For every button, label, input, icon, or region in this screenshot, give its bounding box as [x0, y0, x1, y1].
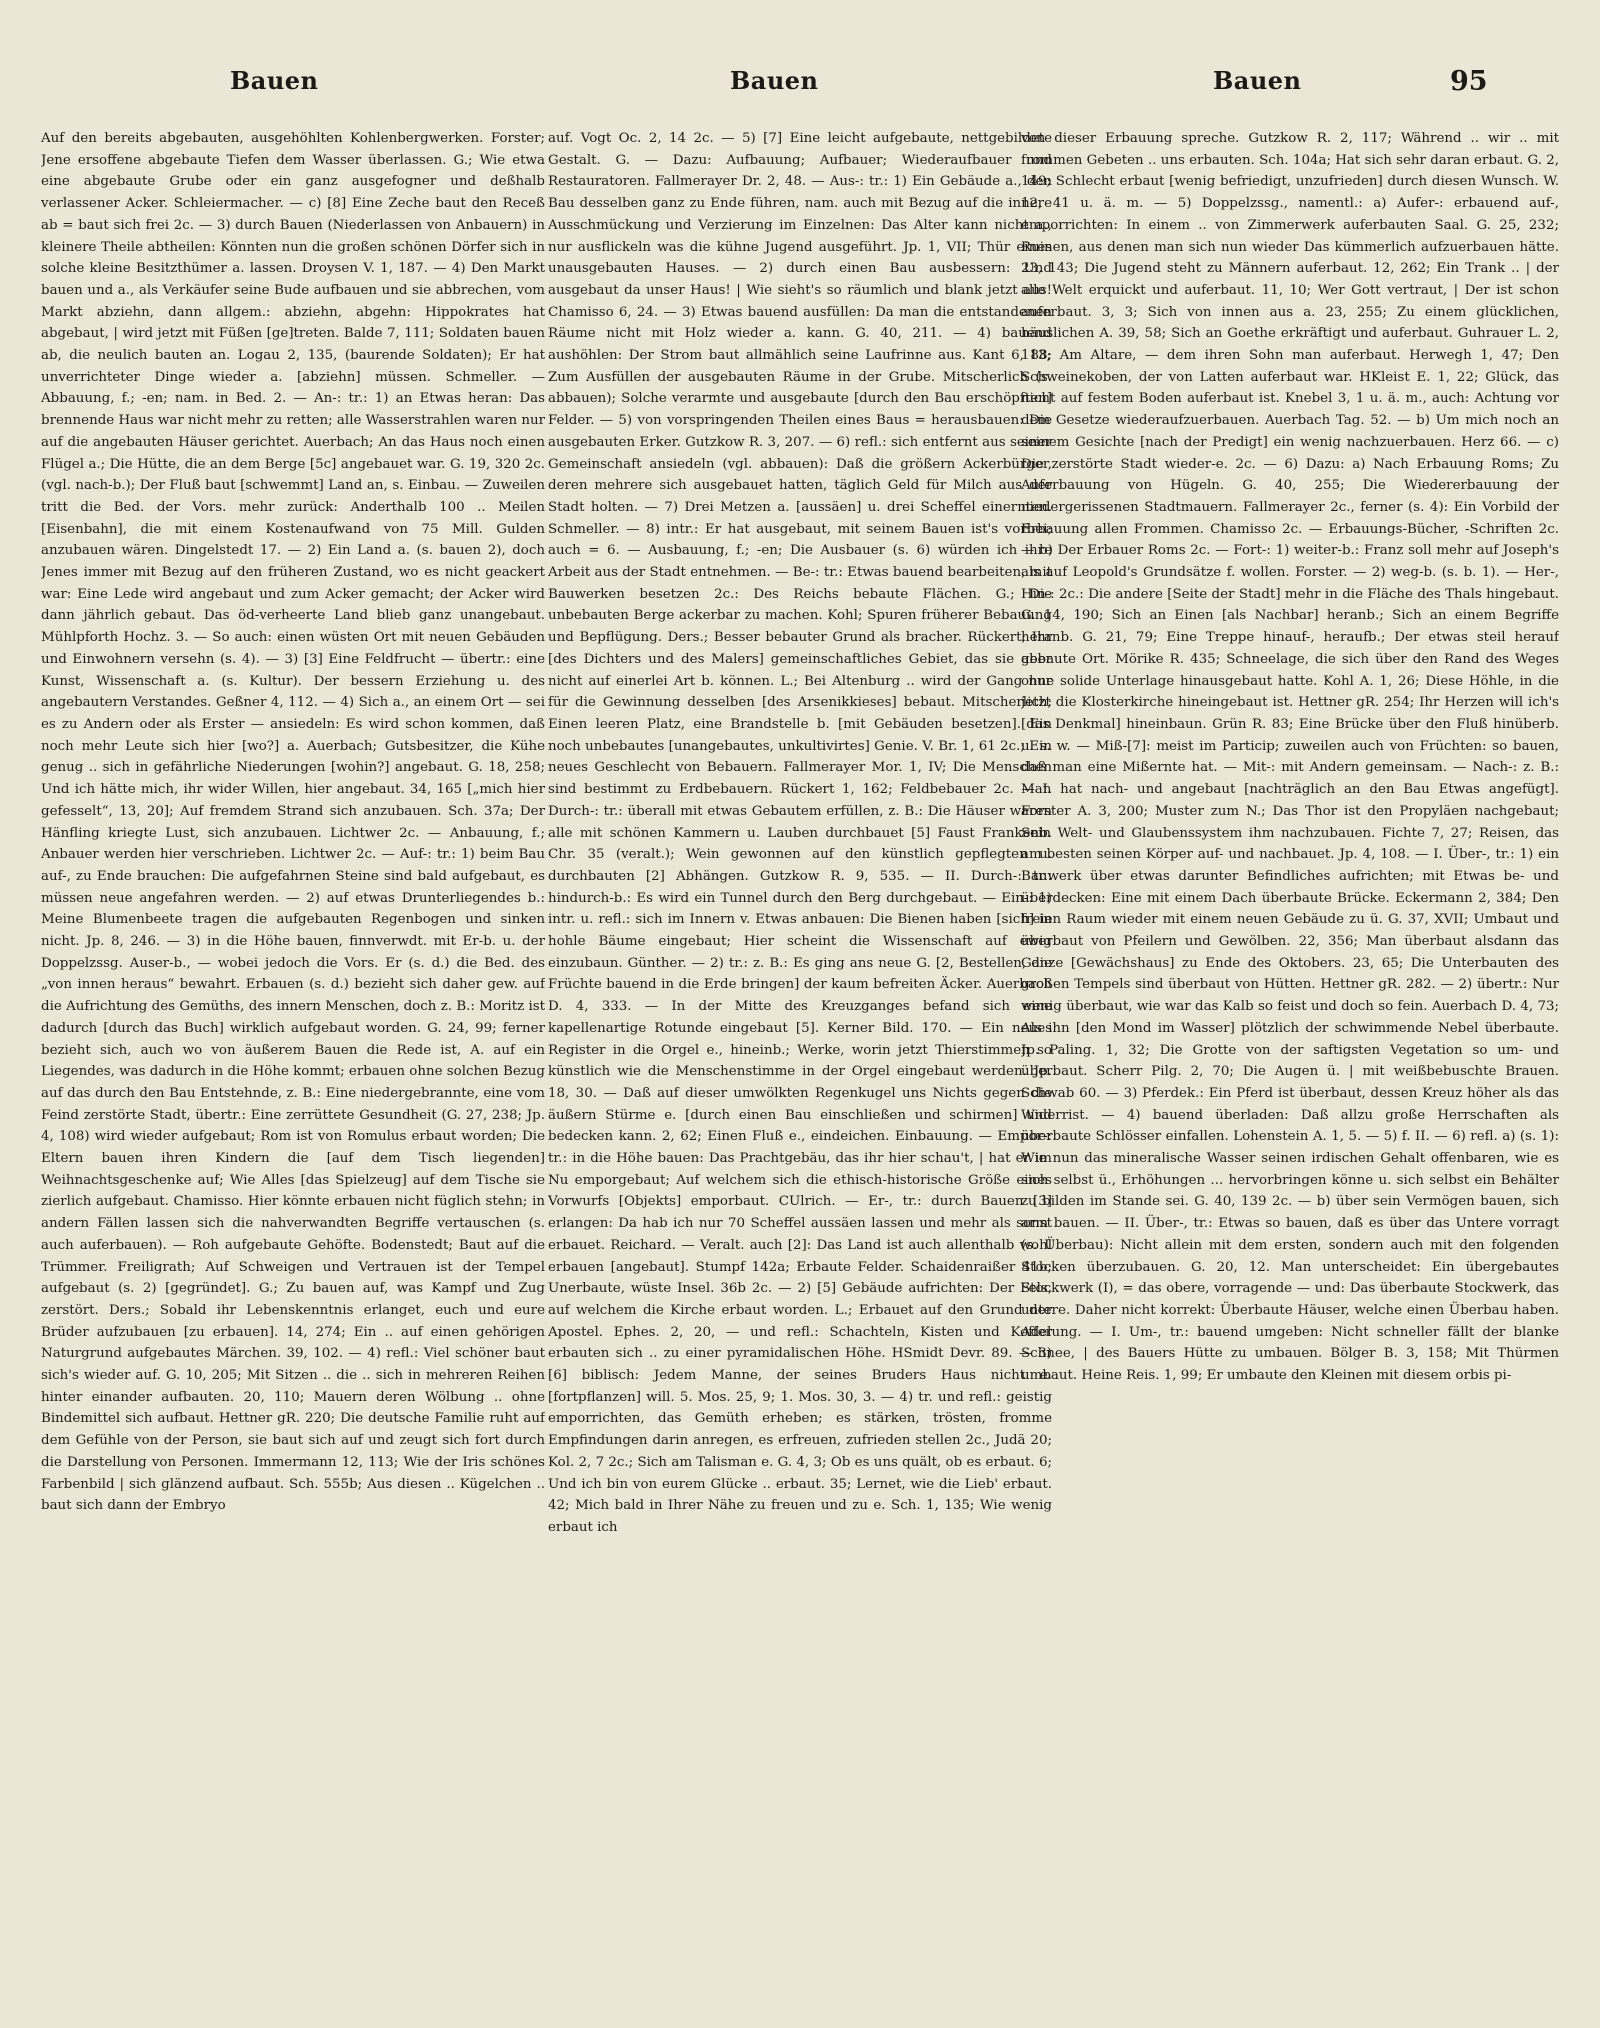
column-text: auf. Vogt Oc. 2, 14 2c. — 5) [7] Eine leicht aufgebaute, nettgebildete Gestalt. G. — Dazu: Aufbauung; Aufbauer; Wiederaufbauer und Restauratoren. Fallmerayer Dr. 2, 48. — Aus-: tr.: 1) Ein Gebäude a., den Bau desselben ganz zu Ende führen, nam. auch mit Bezug auf die innere Ausschmückung und Verzierung im Einzelnen: Das Alter kann nicht a., nur ausflickeln was die kühne Jugend ausgeführt. Jp. 1, VII; Thür eines unausgebauten Hauses. — 2) durch einen Bau ausbessern: Und ausgebaut da unser Haus! | Wie sieht's so räumlich und blank jetzt aus! Chamisso 6, 24. — 3) Etwas bauend ausfüllen: Da man die entstandenen Räume nicht mit Holz wieder a. kann. G. 40, 211. — 4) bauend aushöhlen: Der Strom baut allmählich seine Laufrinne aus. Kant 6, 88; Zum Ausfüllen der ausgebauten Räume in der Grube. Mitscherlich (s. abbauen); Solche verarmte und ausgebaute [durch den Bau erschöpften] Felder. — 5) von vorspringenden Theilen eines Baus = herausbauen: Die ausgebauten Erker. Gutzkow R. 3, 207. — 6) refl.: sich entfernt aus seiner Gemeinschaft ansiedeln (vgl. abbauen): Daß die größern Ackerbürger, deren mehrere sich ausgebauet hatten, täglich Geld für Milch aus der Stadt holten. — 7) Drei Metzen a. [aussäen] u. drei Scheffel einernten. Schmeller. — 8) intr.: Er hat ausgebaut, mit seinem Bauen ist's vorbei; auch = 6. — Ausbauung, f.; -en; Die Ausbauer (s. 6) würden ich ihre Arbeit aus der Stadt entnehmen. — Be-: tr.: Etwas bauend bearbeiten, mit Bauwerken besetzen 2c.: Des Reichs bebaute Flächen. G.; Die unbebauten Berge ackerbar zu machen. Kohl; Spuren früherer Bebauung und Bepflügung. Ders.; Besser bebauter Grund als bracher. Rückert; Ihr [des Dichters und des Malers] gemeinschaftliches Gebiet, das sie aber nicht auf einerlei Art b. können. L.; Bei Altenburg .. wird der Gang nur für die Gewinnung desselben [des Arsenikkieses] bebaut. Mitscherlich; Einen leeren Platz, eine Brandstelle b. [mit Gebäuden besetzen]. Ein noch unbebautes [unangebautes, unkultivirtes] Genie. V. Br. 1, 61 2c.; Ein neues Geschlecht von Bebauern. Fallmerayer Mor. 1, IV; Die Menschen sind bestimmt zu Erdbebauern. Rückert 1, 162; Feldbebauer 2c. — I. Durch-: tr.: überall mit etwas Gebautem erfüllen, z. B.: Die Häuser waren alle mit schönen Kammern u. Lauben durchbauet [5] Faust Frankenb. Chr. 35 (veralt.); Wein gewonnen auf den künstlich gepflegten u. durchbauten [2] Abhängen. Gutzkow R. 9, 535. — II. Durch-: tr.: hindurch-b.: Es wird ein Tunnel durch den Berg durchgebaut. — Ein-: 1) intr. u. refl.: sich im Innern v. Etwas anbauen: Die Bienen haben [sich] in hohle Bäume eingebaut; Hier scheint die Wissenschaft auf ewig einzubaun. Günther. — 2) tr.: z. B.: Es ging ans neue G. [2, Bestellen, die Früchte bauend in die Erde bringen] der kaum befreiten Äcker. Auerbach D. 4, 333. — In der Mitte des Kreuzganges befand sich eine kapellenartige Rotunde eingebaut [5]. Kerner Bild. 170. — Ein neues Register in die Orgel e., hineinb.; Werke, worin jetzt Thierstimmen so künstlich wie die Menschenstimme in der Orgel eingebaut werden. Jp. 18, 30. — Daß auf dieser umwölkten Regenkugel uns Nichts gegen die äußern Stürme e. [durch einen Bau einschließen und schirmen] und bedecken kann. 2, 62; Einen Fluß e., eindeichen. Einbauung. — Empor-: tr.: in die Höhe bauen: Das Prachtgebäu, das ihr hier schau't, | hat er im Nu emporgebaut; Auf welchem sich die ethisch-historische Größe eines Vorwurfs [Objekts] emporbaut. CUlrich. — Er-, tr.: durch Bauen [3] erlangen: Da hab ich nur 70 Scheffel aussäen lassen und mehr als sonst erbauet. Reichard. — Veralt. auch [2]: Das Land ist auch allenthalb wohl erbauen [angebaut]. Stumpf 142a; Erbaute Felder. Schaidenraißer 41b; Unerbaute, wüste Insel. 36b 2c. — 2) [5] Gebäude aufrichten: Der Fels, auf welchem die Kirche erbaut worden. L.; Erbauet auf den Grund der Apostel. Ephes. 2, 20, — und refl.: Schachteln, Kisten und Koffer erbauten sich .. zu einer pyramidalischen Höhe. HSmidt Devr. 89. — 3) [6] biblisch: Jedem Manne, der seines Bruders Haus nicht e. [fortpflanzen] will. 5. Mos. 25, 9; 1. Mos. 30, 3. — 4) tr. und refl.: geistig emporrichten, das Gemüth erheben; es stärken, trösten, fromme Empfindungen darin anregen, es erfreuen, zufrieden stellen 2c., Judä 20; Kol. 2, 7 2c.; Sich am Talisman e. G. 4, 3; Ob es uns quält, ob es erbaut. 6; Und ich bin von eurem Glücke .. erbaut. 35; Lernet, wie die Lieb' erbaut. 42; Mich bald in Ihrer Nähe zu freuen und zu e. Sch. 1, 135; Wie wenig erbaut ich [548, 131, 1052, 1535]
running-head-center: Bauen [730, 66, 819, 95]
text-column-middle [548, 128, 1052, 2008]
column-text: von dieser Erbauung spreche. Gutzkow R. 2, 117; Während .. wir .. mit frommen Gebeten .. uns erbauten. Sch. 104a; Hat sich sehr daran erbaut. G. 2, 149; Schlecht erbaut [wenig befriedigt, unzufrieden] durch diesen Wunsch. W. 12, 41 u. ä. m. — 5) Doppelzssg., namentl.: a) Aufer-: erbauend auf-, emporrichten: In einem .. von Zimmerwerk auferbauten Saal. G. 25, 232; Ruinen, aus denen man sich nun wieder Das kümmerlich aufzuerbauen hätte. 23, 143; Die Jugend steht zu Männern auferbaut. 12, 262; Ein Trank .. | der alle Welt erquickt und auferbaut. 11, 10; Wer Gott vertraut, | Der ist schon auferbaut. 3, 3; Sich von innen aus a. 23, 255; Zu einem glücklichen, häuslichen A. 39, 58; Sich an Goethe erkräftigt und auferbaut. Guhrauer L. 2, 113; Am Altare, — dem ihren Sohn man auferbaut. Herwegh 1, 47; Den Schweinekoben, der von Latten auferbaut war. HKleist E. 1, 22; Glück, das nicht auf festem Boden auferbaut ist. Knebel 3, 1 u. ä. m., auch: Achtung vor dem Gesetze wiederaufzuerbauen. Auerbach Tag. 52. — b) Um mich noch an seinem Gesichte [nach der Predigt] ein wenig nachzuerbauen. Herz 66. — c) Die zerstörte Stadt wieder-e. 2c. — 6) Dazu: a) Nach Erbauung Roms; Zu Auferbauung von Hügeln. G. 40, 255; Die Wiedererbauung der niedergerissenen Stadtmauern. Fallmerayer 2c., ferner (s. 4): Ein Vorbild der Erbauung allen Frommen. Chamisso 2c. — Erbauungs-Bücher, -Schriften 2c. — b) Der Erbauer Roms 2c. — Fort-: 1) weiter-b.: Franz soll mehr auf Joseph's als auf Leopold's Grundsätze f. wollen. Forster. — 2) weg-b. (s. b. 1). — Her-, Hin-: 2c.: Die andere [Seite der Stadt] mehr in die Fläche des Thals hingebaut. G. 14, 190; Sich an Einen [als Nachbar] heranb.; Sich an einem Begriffe heranb. G. 21, 79; Eine Treppe hinauf-, heraufb.; Der etwas steil herauf gebaute Ort. Mörike R. 435; Schneelage, die sich über den Rand des Weges ohne solide Unterlage hinausgebaut hatte. Kohl A. 1, 26; Diese Höhle, in die jetzt die Klosterkirche hineingebaut ist. Hettner gR. 254; Ihr Herzen will ich's [das Denkmal] hineinbaun. Grün R. 83; Eine Brücke über den Fluß hinüberb. u. s. w. — Miß-[7]: meist im Particip; zuweilen auch von Früchten: so bauen, daß man eine Mißernte hat. — Mit-: mit Andern gemeinsam. — Nach-: z. B.: Man hat nach- und angebaut [nachträglich an den Bau Etwas angefügt]. Forster A. 3, 200; Muster zum N.; Das Thor ist den Propyläen nachgebaut; Sein Welt- und Glaubenssystem ihm nachzubauen. Fichte 7, 27; Reisen, das am besten seinen Körper auf- und nachbauet. Jp. 4, 108. — I. Über-, tr.: 1) ein Bauwerk über etwas darunter Befindliches aufrichten; mit Etwas be- und überdecken: Eine mit einem Dach überbaute Brücke. Eckermann 2, 384; Den freien Raum wieder mit einem neuen Gebäude zu ü. G. 37, XVII; Umbaut und überbaut von Pfeilern und Gewölben. 22, 356; Man überbaut alsdann das Ganze [Gewächshaus] zu Ende des Oktobers. 23, 65; Die Unterbauten des großen Tempels sind überbaut von Hütten. Hettner gR. 282. — 2) übertr.: Nur wenig überbaut, wie war das Kalb so feist und doch so fein. Auerbach D. 4, 73; Als ihn [den Mond im Wasser] plötzlich der schwimmende Nebel überbaute. Jp. Paling. 1, 32; Die Grotte von der saftigsten Vegetation so um- und überbaut. Scherr Pilg. 2, 70; Die Augen ü. | mit weißbebuschte Brauen. Schwab 60. — 3) Pferdek.: Ein Pferd ist überbaut, dessen Kreuz höher als das Widerrist. — 4) bauend überladen: Daß allzu große Herrschaften als überbaute Schlösser einfallen. Lohenstein A. 1, 5. — 5) f. II. — 6) refl. a) (s. 1): Wie nun das mineralische Wasser seinen irdischen Gehalt offenbaren, wie es sich selbst ü., Erhöhungen ... hervorbringen könne u. sich selbst ein Behälter zu bilden im Stande sei. G. 40, 139 2c. — b) über sein Vermögen bauen, sich arm bauen. — II. Über-, tr.: Etwas so bauen, daß es über das Untere vorragt (s. Überbau): Nicht allein mit dem ersten, sondern auch mit den folgenden Stocken überzubauen. G. 20, 12. Man unterscheidet: Ein übergebautes Stockwerk (I), = das obere, vorragende — und: Das überbaute Stockwerk, das untere. Daher nicht korrekt: Überbaute Häuser, welche einen Überbau haben. Adelung. — I. Um-, tr.: bauend umgeben: Nicht schneller fällt der blanke Schnee, | des Bauers Hütte zu umbauen. Bölger B. 3, 158; Mit Thürmen umbaut. Heine Reis. 1, 99; Er umbaute den Kleinen mit diesem orbis pi- [1021, 131, 1559, 1384]
page-number: 95 [1450, 66, 1488, 97]
running-head-right: Bauen [1213, 66, 1302, 95]
text-column-left [41, 128, 545, 2008]
running-head-left: Bauen [230, 66, 319, 95]
text-column-right [1021, 128, 1559, 2008]
column-text: Auf den bereits abgebauten, ausgehöhlten Kohlenbergwerken. Forster; Jene ersoffene abgebaute Tiefen dem Wasser überlassen. G.; Wie etwa eine abgebaute Grube oder ein ganz ausgefogner und deßhalb verlassener Acker. Schleiermacher. — c) [8] Eine Zeche baut den Receß ab = baut sich frei 2c. — 3) durch Bauen (Niederlassen von Anbauern) in kleinere Theile abtheilen: Könnten nun die großen schönen Dörfer sich in solche kleine Besitzthümer a. lassen. Droysen V. 1, 187. — 4) Den Markt bauen und a., als Verkäufer seine Bude aufbauen und sie abbrechen, vom Markt abziehn, dann allgem.: abziehn, abgehn: Hippokrates hat abgebaut, | wird jetzt mit Füßen [ge]treten. Balde 7, 111; Soldaten bauen ab, die neulich bauten an. Logau 2, 135, (baurende Soldaten); Er hat unverrichteter Dinge wieder a. [abziehn] müssen. Schmeller. — Abbauung, f.; -en; nam. in Bed. 2. — An-: tr.: 1) an Etwas heran: Das brennende Haus war nicht mehr zu retten; alle Wasserstrahlen waren nur auf die angebauten Häuser gerichtet. Auerbach; An das Haus noch einen Flügel a.; Die Hütte, die an dem Berge [5c] angebauet war. G. 19, 320 2c. (vgl. nach-b.); Der Fluß baut [schwemmt] Land an, s. Einbau. — Zuweilen tritt die Bed. der Vors. mehr zurück: Anderthalb 100 .. Meilen [Eisenbahn], die mit einem Kostenaufwand von 75 Mill. Gulden anzubauen wären. Dingelstedt 17. — 2) Ein Land a. (s. bauen 2), doch Jenes immer mit Bezug auf den früheren Zustand, wo es nicht geackert war: Eine Lede wird angebaut und zum Acker gemacht; der Acker wird dann jährlich gebaut. Das öd-verheerte Land blieb ganz unangebaut. Mühlpforth Hochz. 3. — So auch: einen wüsten Ort mit neuen Gebäuden und Einwohnern versehn (s. 4). — 3) [3] Eine Feldfrucht — übertr.: eine Kunst, Wissenschaft a. (s. Kultur). Der bessern Erziehung u. des angebautern Verstandes. Geßner 4, 112. — 4) Sich a., an einem Ort — sei es zu Andern oder als Erster — ansiedeln: Es wird schon kommen, daß noch mehr Leute sich hier [wo?] a. Auerbach; Gutsbesitzer, die Kühe genug .. sich in gefährliche Niederungen [wohin?] angebaut. G. 18, 258; Und ich hätte mich, ihr wider Willen, hier angebaut. 34, 165 [„mich hier gefesselt“, 13, 20]; Auf fremdem Strand sich anzubauen. Sch. 37a; Der Hänfling kriegte Lust, sich anzubauen. Lichtwer 2c. — Anbauung, f.; Anbauer werden hier verschrieben. Lichtwer 2c. — Auf-: tr.: 1) beim Bau auf-, zu Ende brauchen: Die aufgefahrnen Steine sind bald aufgebaut, es müssen neue angefahren werden. — 2) auf etwas Drunterliegendes b.: Meine Blumenbeete tragen die aufgebauten Regenbogen und sinken nicht. Jp. 8, 246. — 3) in die Höhe bauen, finnverwdt. mit Er-b. u. der Doppelzssg. Auser-b., — wobei jedoch die Vors. Er (s. d.) die Bed. des „von innen heraus“ bewahrt. Erbauen (s. d.) bezieht sich daher gew. auf die Aufrichtung des Gemüths, des innern Menschen, doch z. B.: Moritz ist dadurch [durch das Buch] wirklich aufgebaut worden. G. 24, 99; ferner bezieht sich, auch wo von äußerem Bauen die Rede ist, A. auf ein Liegendes, was dadurch in die Höhe kommt; erbauen ohne solchen Bezug auf das durch den Bau Entstehnde, z. B.: Eine niedergebrannte, eine vom Feind zerstörte Stadt, übertr.: Eine zerrüttete Gesundheit (G. 27, 238; Jp. 4, 108) wird wieder aufgebaut; Rom ist von Romulus erbaut worden; Die Eltern bauen ihren Kindern die [auf dem Tisch liegenden] Weihnachtsgeschenke auf; Wie Alles [das Spielzeug] auf dem Tische sie zierlich aufgebaut. Chamisso. Hier könnte erbauen nicht füglich stehn; in andern Fällen lassen sich die nahverwandten Begriffe vertauschen (s. auch auferbauen). — Roh aufgebaute Gehöfte. Bodenstedt; Baut auf die Trümmer. Freiligrath; Auf Schweigen und Vertrauen ist der Tempel aufgebaut (s. 2) [gegründet]. G.; Zu bauen auf, was Kampf und Zug zerstört. Ders.; Sobald ihr Lebenskenntnis erlanget, euch und eure Brüder aufzubauen [zu erbauen]. 14, 274; Ein .. auf einen gehörigen Naturgrund aufgebautes Märchen. 39, 102. — 4) refl.: Viel schöner baut sich's wieder auf. G. 10, 205; Mit Sitzen .. die .. sich in mehreren Reihen hinter einander aufbauten. 20, 110; Mauern deren Wölbung .. ohne Bindemittel sich aufbaut. Hettner gR. 220; Die deutsche Familie ruht auf dem Gefühle von der Person, sie baut sich auf und zeugt sich fort durch die Darstellung von Personen. Immermann 12, 113; Wie der Iris schönes Farbenbild | sich glänzend aufbaut. Sch. 555b; Aus diesen .. Kügelchen .. baut sich dann der Embryo [41, 131, 545, 1514]
